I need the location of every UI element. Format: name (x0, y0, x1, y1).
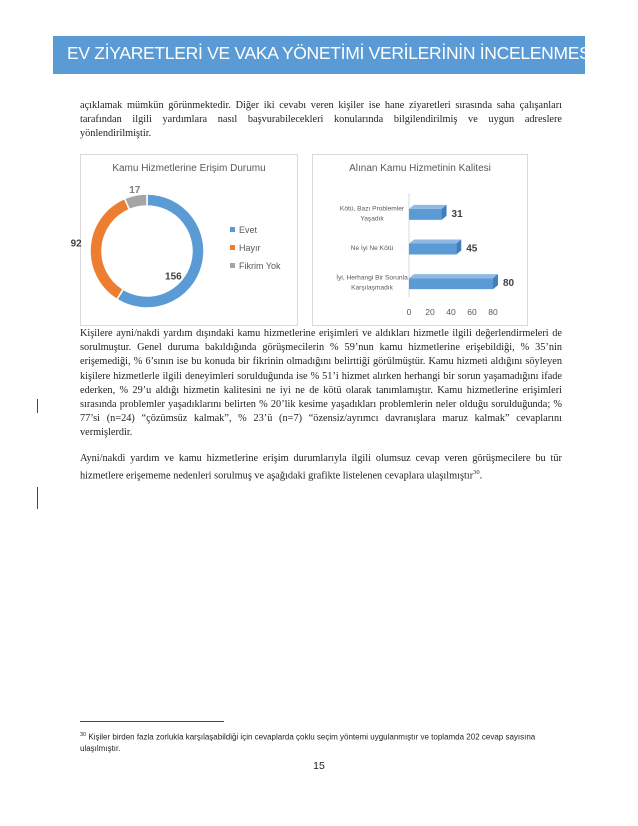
donut-chart-plot (70, 155, 297, 325)
footnote (80, 730, 562, 755)
section-header-banner (53, 36, 596, 74)
access-donut-chart (70, 154, 298, 326)
donut-data-label: 92 (70, 238, 82, 250)
bar-top-face (409, 240, 461, 244)
bar-x-tick-label: 80 (488, 307, 498, 317)
intro-paragraph: açıklamak mümkün görünmektedir. Diğer iki cevabı veren kişiler ise hane ziyaretleri sırasında saha çalışanları tarafından ilgili yardımlara nasıl başvurabilecekleri konularında bilgilendirilmiş ve uygun adreslere yönlendirilmiştir. (80, 100, 562, 140)
donut-slice (90, 199, 129, 300)
bar-top-face (409, 274, 498, 278)
legend-swatch (230, 245, 235, 250)
bar (409, 209, 442, 220)
legend-swatch (230, 263, 235, 268)
quality-bar-chart (312, 154, 528, 326)
donut-chart-title: Kamu Hizmetlerine Erişim Durumu (112, 163, 266, 174)
bar-chart-plot (313, 155, 527, 325)
legend-label: Fikrim Yok (239, 261, 281, 271)
bar-data-label: 80 (503, 278, 515, 290)
revision-mark (37, 487, 38, 509)
bar-category-label: Kötü, Bazı Problemler Yaşadık (339, 205, 405, 223)
bar-chart-title: Alınan Kamu Hizmetinin Kalitesi (349, 163, 491, 174)
bar-data-label: 45 (466, 243, 478, 255)
body-paragraph-2-end: . (479, 470, 483, 482)
legend-swatch (230, 227, 235, 232)
bar-top-face (409, 205, 447, 209)
page-number: 15 (313, 760, 325, 772)
body-paragraph-2 (80, 452, 562, 484)
body-paragraph-2-text: Ayni/nakdi yardım ve kamu hizmetlerine erişim durumlarıyla ilgili olumsuz cevap veren görüşmecilere bu tür hizmetlere erişememe nedenleri sorulmuş ve aşağıdaki grafikte listelenen cevaplara ulaşılmıştır (80, 453, 562, 482)
bar-x-tick-label: 40 (446, 307, 456, 317)
legend-label: Hayır (239, 243, 261, 253)
footnote-number: 30 (80, 732, 87, 738)
legend-label: Evet (239, 225, 258, 235)
bar (409, 244, 456, 255)
body-paragraph-1: Kişilere ayni/nakdi yardım dışındaki kamu hizmetlerine erişimleri ve aldıkları hizmetle ilgili değerlendirmeleri de sorulmuştur. Genel duruma bakıldığında görüşmecilerin % 59’nun kamu hizmetlerine erişebildiği, % 35’nin erişemediği, % 6’sının ise bu konuda bir fikrinin olmadığını belirttiği görülmüştür. Kamu hizmeti aldığını söyleyen kişilere hizmetlerle ilgili deneyimleri sorulduğunda ise % 51’i hizmet alırken herhangi bir sorun yaşamadığını ifade ederken, % 29’u aldığı hizmetin kalitesini ne iyi ne de kötü olarak tanımlamıştır. Kamu hizmetlerine erişimleri sırasında problemler yaşadıklarını belirten % 20’lik kesime yaşadıkları problemlerin neler olduğu sorulduğunda; % 77’si (n=24) “çözümsüz kalmak”, % 23’ü (n=7) “özensiz/ayrımcı davranışlara maruz kalmak” cevaplarını vermişlerdir. (80, 328, 562, 439)
section-header-title: EV ZİYARETLERİ VE VAKA YÖNETİMİ VERİLERİNİN İNCELENMESİ (67, 43, 596, 63)
bar-category-label: İyi, Herhangi Bir Sorunla Karşılaşmadık (336, 274, 408, 292)
footnote-text: Kişiler birden fazla zorlukla karşılaşabildiği için cevaplarda çoklu seçim yöntemi uygulanmıştır ve toplamda 202 cevap sayısına ulaşılmıştır. (80, 732, 536, 754)
donut-slice (117, 194, 204, 308)
donut-data-label: 156 (165, 271, 182, 283)
bar-x-tick-label: 60 (467, 307, 477, 317)
revision-mark (37, 399, 38, 413)
donut-data-label: 17 (129, 185, 141, 197)
bar-data-label: 31 (451, 208, 463, 220)
donut-slice (125, 194, 147, 210)
footnote-reference: 30 (473, 469, 480, 477)
bar (409, 278, 493, 289)
bar-x-tick-label: 20 (425, 307, 435, 317)
bar-category-label: Ne İyi Ne Kötü (350, 245, 394, 252)
bar-x-tick-label: 0 (406, 307, 412, 317)
footnote-separator (80, 721, 224, 722)
